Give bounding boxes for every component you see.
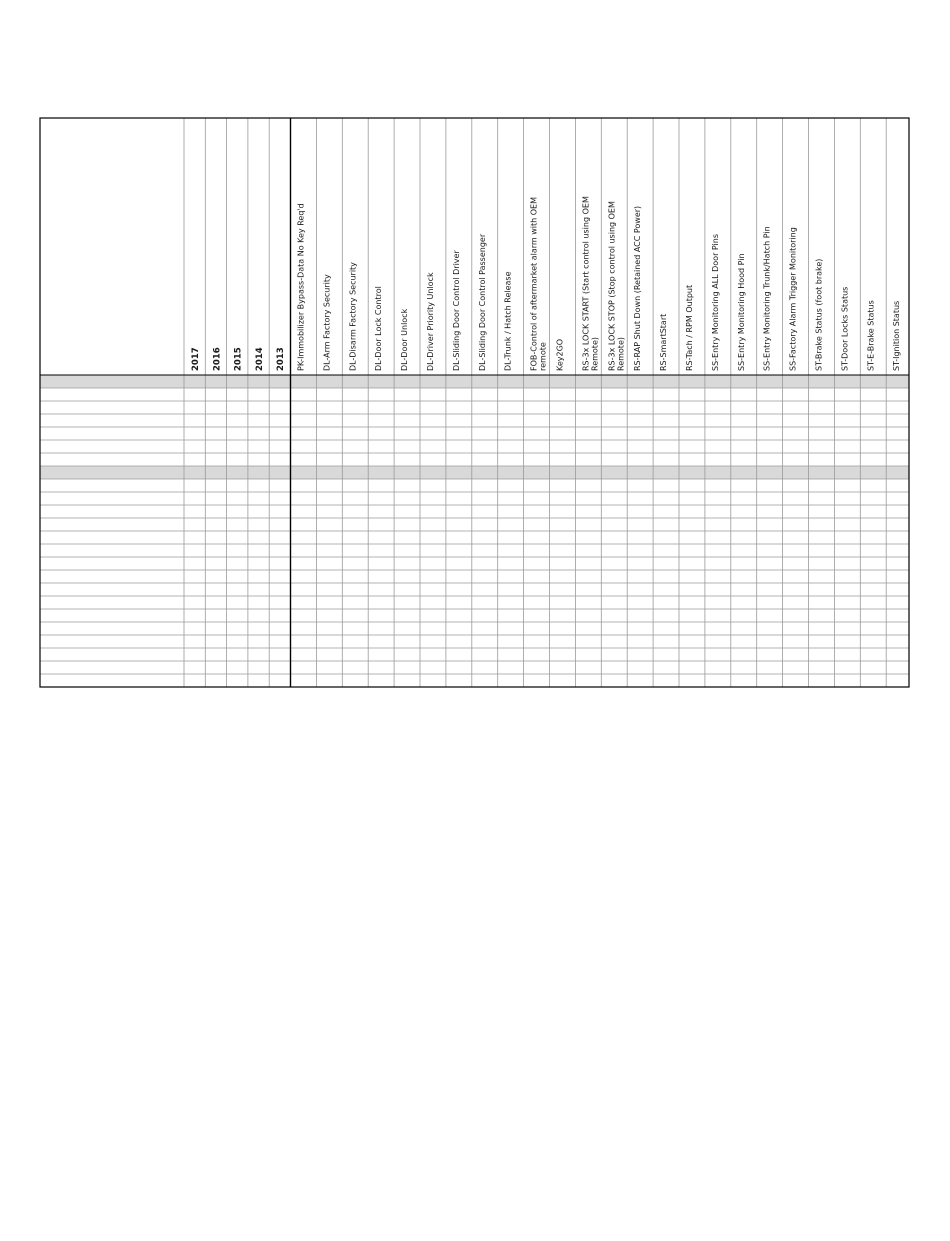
feature-header xyxy=(815,259,824,371)
feature-header-line: Remote) xyxy=(616,337,626,371)
feature-header xyxy=(737,253,746,371)
feature-headers xyxy=(297,196,902,371)
feature-header xyxy=(348,262,357,371)
year-header: 2017 xyxy=(191,347,201,371)
feature-header-line: DL-Arm Factory Security xyxy=(322,274,332,371)
feature-header xyxy=(659,314,668,371)
feature-header xyxy=(685,285,694,371)
feature-header-line: SS-Factory Alarm Trigger Monitoring xyxy=(788,227,798,371)
feature-header-line: DL-Sliding Door Control Passenger xyxy=(477,233,487,371)
table-outline xyxy=(40,118,909,687)
feature-header xyxy=(840,287,849,371)
year-header: 2016 xyxy=(212,347,223,371)
year-header: 2014 xyxy=(254,347,265,371)
feature-header-line: DL-Sliding Door Control Driver xyxy=(451,250,461,371)
feature-header xyxy=(478,233,487,371)
feature-header xyxy=(789,227,798,371)
feature-header-line: FOB-Control of aftermarket alarm with OEM xyxy=(529,197,539,371)
grid-lines xyxy=(40,118,909,687)
feature-header xyxy=(504,271,513,371)
feature-header xyxy=(452,250,461,371)
feature-header-line: PK-Immobilizer Bypass-Data No Key Req'd xyxy=(296,203,306,371)
feature-header xyxy=(763,226,772,371)
feature-header xyxy=(426,272,435,371)
year-header: 2013 xyxy=(276,347,287,371)
feature-header xyxy=(400,308,409,371)
group-band xyxy=(40,466,909,479)
feature-header-line: SS-Entry Monitoring Trunk/Hatch Pin xyxy=(762,226,772,371)
feature-header-line: remote xyxy=(538,342,548,371)
feature-header-line: ST-Brake Status (foot brake) xyxy=(814,258,824,371)
feature-header xyxy=(297,203,306,371)
feature-header xyxy=(374,286,383,371)
feature-header-line: ST-Ignition Status xyxy=(892,300,902,371)
year-header: 2015 xyxy=(233,347,244,371)
feature-header-line: DL-Trunk / Hatch Release xyxy=(503,271,513,371)
feature-header-line: Remote) xyxy=(590,337,600,371)
feature-header-line: ST-Door Locks Status xyxy=(840,286,850,371)
feature-header xyxy=(581,196,599,371)
feature-header-line: DL-Door Unlock xyxy=(400,308,410,371)
feature-header xyxy=(530,197,548,371)
feature-header xyxy=(633,206,642,371)
feature-header-line: RS-3x LOCK STOP (Stop control using OEM xyxy=(607,201,617,371)
feature-header-line: RS-3x LOCK START (Start control using OEM xyxy=(581,196,591,371)
feature-header-line: RS-Tach / RPM Output xyxy=(685,284,694,371)
feature-header-line: DL-Driver Priority Unlock xyxy=(426,272,435,371)
table-border xyxy=(40,118,909,687)
feature-header-line: DL-Door Lock Control xyxy=(374,286,384,371)
feature-header xyxy=(556,339,565,371)
feature-header xyxy=(607,201,625,371)
feature-header-line: RS-RAP Shut Down (Retained ACC Power) xyxy=(633,205,643,371)
feature-header-line: SS-Entry Monitoring Hood Pin xyxy=(736,253,746,371)
feature-header-line: ST-E-Brake Status xyxy=(866,300,876,371)
feature-header-line: DL-Disarm Factory Security xyxy=(348,262,358,371)
group-band xyxy=(40,375,909,388)
feature-header-line: RS-SmartStart xyxy=(659,313,669,371)
feature-header xyxy=(892,301,901,371)
feature-header xyxy=(322,274,331,371)
feature-header-line: Key2GO xyxy=(555,338,565,371)
feature-header xyxy=(711,234,720,371)
feature-header-line: SS-Entry Monitoring ALL Door Pins xyxy=(710,233,720,371)
feature-header xyxy=(866,300,875,371)
